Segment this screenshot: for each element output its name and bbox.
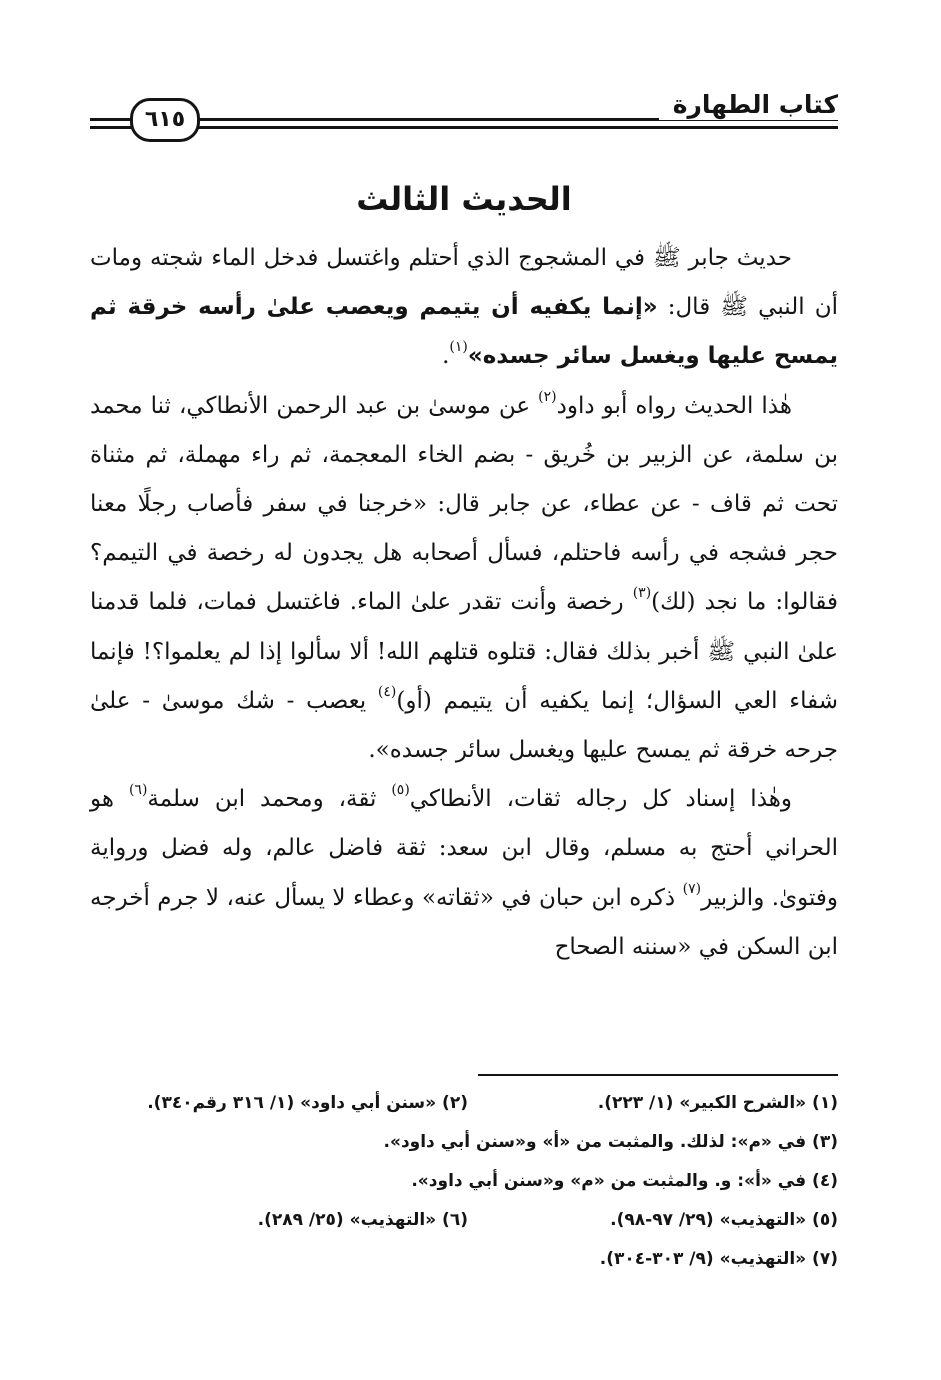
section-heading: الحديث الثالث <box>356 180 572 218</box>
footnote-line <box>90 1123 838 1162</box>
body-text <box>90 234 838 972</box>
paragraph-1 <box>90 234 838 382</box>
footnote-5: (٥) «التهذيب» (٢٩/ ٩٧-٩٨). <box>610 1210 838 1230</box>
running-header <box>90 78 838 138</box>
page-number: ٦١٥ <box>130 98 200 142</box>
paragraph-2 <box>90 382 838 776</box>
p3-text-d: ذكره ابن حبان في «ثقاته» وعطاء لا يسأل عنه، لا جرم أخرجه ابن السكن في «سننه الصحاح <box>90 884 838 960</box>
footnote-3: (٣) في «م»: لذلك. والمثبت من «أ» و«سنن أبي داود». <box>383 1132 838 1152</box>
footnote-line <box>90 1084 838 1123</box>
footnote-4: (٤) في «أ»: و. والمثبت من «م» و«سنن أبي داود». <box>411 1171 838 1191</box>
footnote-ref-1: (١) <box>449 339 468 356</box>
footnote-ref-7: (٧) <box>682 880 702 897</box>
footnote-1: (١) «الشرح الكبير» (١/ ٢٢٣). <box>597 1093 838 1113</box>
footnote-ref-6: (٦) <box>128 782 148 799</box>
p3-text-b: ثقة، ومحمد ابن سلمة <box>147 786 392 813</box>
footnote-line <box>90 1162 838 1201</box>
footnotes <box>90 1084 838 1279</box>
p2-text-c: رخصة وأنت تقدر علىٰ الماء. فاغتسل فمات، فلما قدمنا علىٰ النبي ﷺ أخبر بذلك فقال: قتلوه قتلهم الله! ألا سألوا إذا لم يعلموا؟! فإنما شفاء العي السؤال؛ إنما يكفيه أن يتيمم (أو) <box>90 589 838 714</box>
paragraph-3 <box>90 775 838 972</box>
book-title: كتاب الطهارة <box>659 90 838 120</box>
p1-hadith-quote: «إنما يكفيه أن يتيمم ويعصب علىٰ رأسه خرقة ثم يمسح عليها ويغسل سائر جسده» <box>90 294 838 370</box>
p1-text: حديث جابر ﷺ في المشجوج الذي أحتلم واغتسل فدخل الماء شجته ومات أن النبي ﷺ قال: <box>90 245 838 321</box>
footnote-2: (٢) «سنن أبي داود» (١/ ٣١٦ رقم٣٤٠). <box>147 1093 468 1113</box>
footnote-ref-3: (٣) <box>632 585 652 602</box>
p3-text-a: وهٰذا إسناد كل رجاله ثقات، الأنطاكي <box>409 786 792 813</box>
p2-text-d: يعصب - شك موسىٰ - علىٰ جرحه خرقة ثم يمسح عليها ويغسل سائر جسده». <box>90 687 838 764</box>
footnote-7: (٧) «التهذيب» (٩/ ٣٠٣-٣٠٤). <box>599 1249 838 1269</box>
footnote-line <box>90 1201 838 1240</box>
p2-text-a: هٰذا الحديث رواه أبو داود <box>556 392 793 419</box>
footnote-separator <box>478 1074 838 1076</box>
p3-text-c: هو الحراني أحتج به مسلم، وقال ابن سعد: ثقة فاضل عالم، وله فضل ورواية وفتوىٰ. والزبير <box>90 786 838 911</box>
header-rule-bottom <box>90 126 838 129</box>
footnote-ref-5: (٥) <box>391 782 410 799</box>
p2-text-b: عن موسىٰ بن عبد الرحمن الأنطاكي، ثنا محمد بن سلمة، عن الزبير بن خُريق - بضم الخاء المعجمة، ثم راء مهملة، ثم مثناة تحت ثم قاف - عن عطاء، عن جابر قال: «خرجنا في سفر فأصاب رجلًا معنا حجر فشجه في رأسه فاحتلم، فسأل أصحابه هل يجدون له رخصة في التيمم؟ فقالوا: ما نجد (لك) <box>90 392 838 616</box>
footnote-line <box>90 1240 838 1279</box>
footnote-ref-2: (٢) <box>538 388 557 405</box>
p1-end: . <box>442 343 450 370</box>
footnote-6: (٦) «التهذيب» (٢٥/ ٢٨٩). <box>257 1210 468 1230</box>
footnote-ref-4: (٤) <box>377 683 397 700</box>
